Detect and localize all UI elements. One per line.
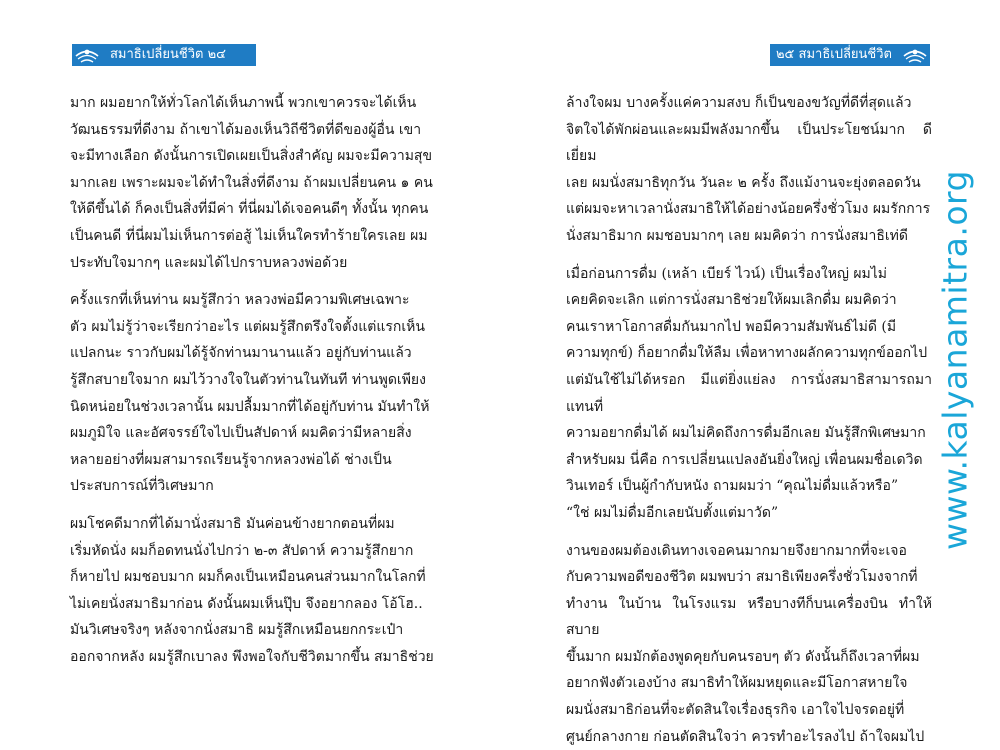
left-header-title: สมาธิเปลี่ยนชีวิต ๒๔: [110, 44, 226, 66]
left-body-text: [70, 90, 435, 670]
paragraph: มาก ผมอยากให้ทั่วโลกได้เห็นภาพนี้ พวกเขาควรจะได้เห็น วัฒนธรรมที่ดีงาม ถ้าเขาได้มองเห็นวิถีชีวิตที่ดีของผู้อื่น เขา จะมีทางเลือก ดังนั้นการเปิดเผยเป็นสิ่งสำคัญ ผมจะมีความสุข มากเลย เพราะผมจะได้ทำในสิ่งที่ดีงาม ถ้าผมเปลี่ยนคน ๑ คน ให้ดีขึ้นได้ ก็คงเป็นสิ่งที่มีค่า ที่นี่ผมได้เจอคนดีๆ ทั้งนั้น ทุกคน เป็นคนดี ที่นี่ผมไม่เห็นการต่อสู้ ไม่เห็นใครทำร้ายใครเลย ผม ประทับใจมากๆ และผมได้ไปกราบหลวงพ่อด้วย: [70, 90, 435, 276]
right-page: [500, 0, 1000, 707]
meditation-logo-icon: [900, 44, 930, 66]
paragraph: ล้างใจผม บางครั้งแค่ความสงบ ก็เป็นของขวัญที่ดีที่สุดแล้ว จิตใจได้พักผ่อนและผมมีพลังมากขึ้น เป็นประโยชน์มาก ดีเยี่ยม เลย ผมนั่งสมาธิทุกวัน วันละ ๒ ครั้ง ถึงแม้งานจะยุ่งตลอดวัน แต่ผมจะหาเวลานั่งสมาธิให้ได้อย่างน้อยครึ่งชั่วโมง ผมรักการ นั่งสมาธิมาก ผมชอบมากๆ เลย ผมคิดว่า การนั่งสมาธิเท่ดี: [566, 90, 932, 250]
website-url: www.kalyanamitra.org: [936, 170, 975, 550]
right-body-text: [566, 90, 932, 750]
paragraph: ครั้งแรกที่เห็นท่าน ผมรู้สึกว่า หลวงพ่อมีความพิเศษเฉพาะ ตัว ผมไม่รู้ว่าจะเรียกว่าอะไร แต่ผมรู้สึกตรึงใจตั้งแต่แรกเห็น แปลกนะ ราวกับผมได้รู้จักท่านมานานแล้ว อยู่กับท่านแล้ว รู้สึกสบายใจมาก ผมไว้วางใจในตัวท่านในทันที ท่านพูดเพียง นิดหน่อยในช่วงเวลานั้น ผมปลื้มมากที่ได้อยู่กับท่าน มันทำให้ ผมภูมิใจ และอัศจรรย์ใจไปเป็นสัปดาห์ ผมคิดว่ามีหลายสิ่ง หลายอย่างที่ผมสามารถเรียนรู้จากหลวงพ่อได้ ช่างเป็น ประสบการณ์ที่วิเศษมาก: [70, 287, 435, 500]
left-page: [0, 0, 500, 707]
right-header-title: ๒๕ สมาธิเปลี่ยนชีวิต: [776, 44, 892, 66]
meditation-logo-icon: [72, 44, 102, 66]
paragraph: งานของผมต้องเดินทางเจอคนมากมายจึงยากมากที่จะเจอ กับความพอดีของชีวิต ผมพบว่า สมาธิเพียงครึ่งชั่วโมงจากที่ ทำงาน ในบ้าน ในโรงแรม หรือบางทีก็บนเครื่องบิน ทำให้สบาย ขึ้นมาก ผมมักต้องพูดคุยกับคนรอบๆ ตัว ดังนั้นก็ถึงเวลาที่ผม อยากฟังตัวเองบ้าง สมาธิทำให้ผมหยุดและมีโอกาสหายใจ ผมนั่งสมาธิก่อนที่จะตัดสินใจเรื่องธุรกิจ เอาใจไปจรดอยู่ที่ ศูนย์กลางกาย ก่อนตัดสินใจว่า ควรทำอะไรลงไป ถ้าใจผมไป: [566, 538, 932, 750]
paragraph: ผมโชคดีมากที่ได้มานั่งสมาธิ มันค่อนข้างยากตอนที่ผม เริ่มหัดนั่ง ผมก็อดทนนั่งไปกว่า ๒-๓ สัปดาห์ ความรู้สึกยาก ก็หายไป ผมชอบมาก ผมก็คงเป็นเหมือนคนส่วนมากในโลกที่ ไม่เคยนั่งสมาธิมาก่อน ดังนั้นผมเห็นปุ๊บ จึงอยากลอง โอ้โฮ.. มันวิเศษจริงๆ หลังจากนั่งสมาธิ ผมรู้สึกเหมือนยกกระเป๋า ออกจากหลัง ผมรู้สึกเบาลง พึงพอใจกับชีวิตมากขึ้น สมาธิช่วย: [70, 511, 435, 671]
paragraph: เมื่อก่อนการดื่ม (เหล้า เบียร์ ไวน์) เป็นเรื่องใหญ่ ผมไม่ เคยคิดจะเลิก แต่การนั่งสมาธิช่วยให้ผมเลิกดื่ม ผมคิดว่า คนเราหาโอกาสดื่มกันมากไป พอมีความสัมพันธ์ไม่ดี (มี ความทุกข์) ก็อยากดื่มให้ลืม เพื่อหาทางผลักความทุกข์ออกไป แต่มันใช้ไม่ได้หรอก มีแต่ยิ่งแย่ลง การนั่งสมาธิสามารถมาแทนที่ ความอยากดื่มได้ ผมไม่คิดถึงการดื่มอีกเลย มันรู้สึกพิเศษมาก สำหรับผม นี่คือ การเปลี่ยนแปลงอันยิ่งใหญ่ เพื่อนผมชื่อเดวิด วินเทอร์ เป็นผู้กำกับหนัง ถามผมว่า “คุณไม่ดื่มแล้วหรือ” “ใช่ ผมไม่ดื่มอีกเลยนับตั้งแต่มาวัด”: [566, 261, 932, 527]
